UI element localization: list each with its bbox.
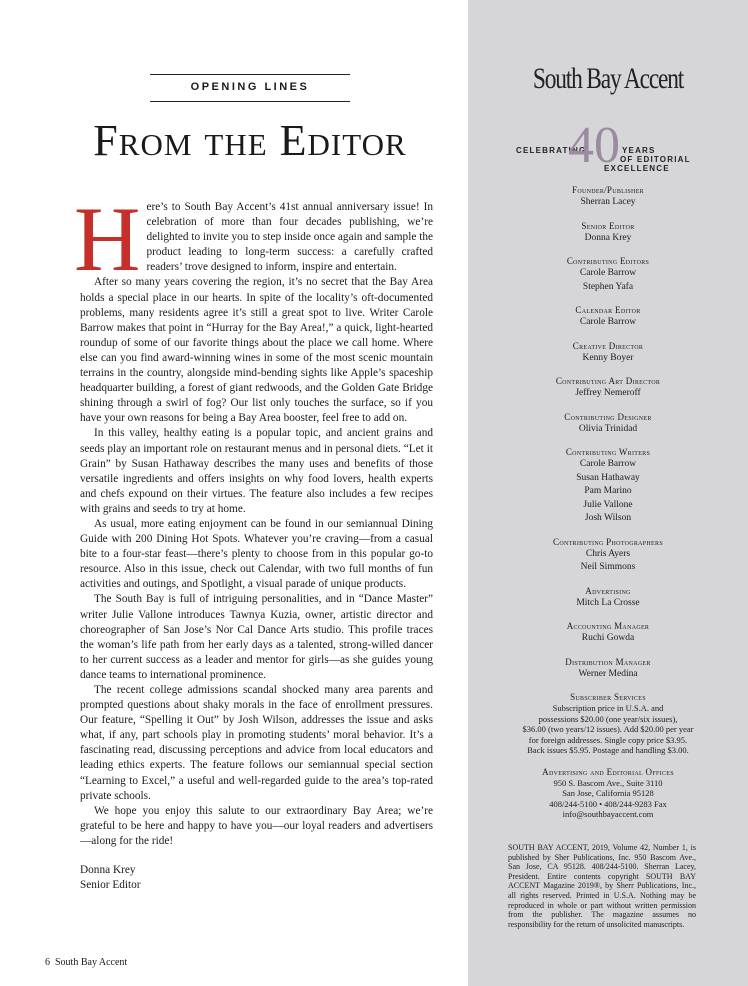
staff-group	[488, 536, 728, 575]
subscriber-services	[488, 691, 728, 756]
subscriber-line: possessions $20.00 (one year/six issues),	[538, 713, 678, 724]
dropcap: H	[74, 188, 141, 290]
staff-role: Contributing Writers	[565, 447, 651, 457]
staff-group	[488, 255, 728, 294]
offices	[488, 766, 728, 820]
staff-group	[488, 446, 728, 526]
staff-list	[488, 184, 728, 830]
paragraph-6: The recent college admissions scandal shocked many area parents and prompted questions about shaky morals in the face of enrollment pressures. Our feature, “Spelling it Out” by Josh Wilson, addresses the issue and asks what, if any, part schools play in promoting students’ moral behavior. It’s a fascinating read, discussing perceptions and advice from local educators and leading ethics experts. The feature follows our semiannual special section “Learning to Excel,” a useful and well-regarded guide to the area’s top-rated private schools.	[80, 684, 433, 802]
staff-name: Chris Ayers	[585, 548, 631, 559]
staff-name: Carole Barrow	[579, 268, 637, 278]
office-line: 408/244-5100 • 408/244-9283 Fax	[549, 798, 667, 809]
staff-role: Senior Editor	[581, 220, 635, 231]
office-line: info@southbayaccent.com	[562, 809, 654, 819]
page-number: 6	[45, 957, 50, 968]
staff-role: Calendar Editor	[575, 305, 641, 315]
offices-role: Advertising and Editorial Offices	[542, 766, 674, 777]
subscriber-line: Back issues $5.95. Postage and handling $3.00.	[527, 745, 689, 755]
staff-group	[488, 411, 728, 437]
staff-name: Carole Barrow	[579, 459, 637, 469]
staff-group	[488, 220, 728, 246]
celebrating-label: CELEBRATING	[516, 146, 587, 155]
staff-name: Werner Medina	[578, 668, 638, 679]
staff-name: Olivia Trinidad	[578, 423, 638, 434]
staff-group	[488, 656, 728, 682]
staff-name: Josh Wilson	[584, 513, 632, 523]
staff-role: Distribution Manager	[565, 656, 651, 667]
paragraph-2: After so many years covering the region, it’s no secret that the Bay Area holds a special place in our hearts. In spite of the locality’s oft-documented problems, many residents agree it’s still a great spot to live. Writer Carole Barrow makes that point in “Hurray for the Bay Area!,” a quick, light-hearted roundup of some of our favorite things about the place we call home. Where else can you find award-winning wines in some of the most scenic mountain terrains in the country, alongside mind-bending sights like Apple’s spaceship headquarter building, a forest of giant redwoods, and the Golden Gate Bridge shining through a swirl of fog? Our list only touches the surface, so if you have your own reasons for being a Bay Area booster, feel free to add on.	[80, 276, 433, 425]
staff-name: Carole Barrow	[579, 317, 637, 327]
office-line: San Jose, California 95128	[562, 788, 654, 798]
paragraph-text: ere’s to South Bay Accent’s 41st annual anniversary issue! In celebration of more than four decades publishing, we’re delighted to invite you to step inside once again and sample the product leading to long-term success: a carefully crafted readers’ trove designed to inform, inspire and entertain.	[146, 201, 433, 274]
staff-name: Jeffrey Nemeroff	[575, 388, 641, 398]
staff-name: Mitch La Crosse	[576, 597, 640, 608]
signature	[80, 863, 433, 893]
staff-role: Creative Director	[572, 340, 644, 351]
staff-role: Founder/Publisher	[572, 185, 644, 195]
staff-role: Advertising	[585, 585, 631, 596]
subscriber-line: for foreign addresses. Single copy price $3.95.	[528, 734, 688, 745]
forty-numeral: 40	[568, 117, 620, 174]
staff-role: Accounting Manager	[566, 621, 650, 631]
years-label: YEARS	[622, 146, 656, 155]
page-footer	[45, 957, 127, 968]
staff-group	[488, 585, 728, 611]
footer-publication: South Bay Accent	[55, 957, 128, 968]
section-label: OPENING LINES	[190, 81, 310, 93]
subscriber-line: Subscription price in U.S.A. and	[552, 703, 664, 713]
staff-name: Neil Simmons	[580, 562, 636, 572]
subscriber-line: $36.00 (two years/12 issues). Add $20.00 per year	[522, 724, 694, 734]
signature-title: Senior Editor	[80, 879, 141, 892]
paragraph-3: In this valley, healthy eating is a popular topic, and ancient grains and seeds play an important role on restaurant menus and in personal diets. “Let it Grain” by Susan Hathaway describes the many uses and benefits of those versatile ingredients and offers insights on why food lovers, health experts and chefs expound on their virtues. The feature also includes a few recipes with grains and seeds to try at home.	[80, 427, 433, 515]
staff-name: Sherran Lacey	[580, 197, 636, 207]
page-title: From the Editor	[93, 116, 407, 165]
of-editorial-label: OF EDITORIAL	[620, 155, 691, 164]
bottom-rule	[150, 101, 350, 102]
staff-name: Donna Krey	[584, 232, 632, 243]
editor-letter	[74, 188, 433, 893]
paragraph-7: We hope you enjoy this salute to our extraordinary Bay Area; we’re grateful to be here and happy to have you—our loyal readers and advertisers—along for the ride!	[80, 804, 433, 847]
staff-group	[488, 620, 728, 646]
staff-role: Contributing Photographers	[553, 536, 663, 547]
anniversary-badge	[468, 117, 748, 180]
staff-name: Julie Vallone	[583, 499, 633, 510]
staff-name: Susan Hathaway	[576, 472, 640, 483]
paragraph-1	[74, 188, 433, 290]
staff-group	[488, 340, 728, 366]
paragraph-4: As usual, more eating enjoyment can be found in our semiannual Dining Guide with 200 Dining Hot Spots. Whatever you’re craving—from a casual bite to a four-star feast—there’s plenty to choose from in this popular go-to resource. Also in this issue, check out Calendar, with two full months of fun activities and outings, and Spotlight, a visual parade of unique products.	[80, 517, 433, 591]
masthead-logo: South Bay Accent	[532, 62, 684, 95]
subscriber-role: Subscriber Services	[570, 692, 646, 702]
legal-notice: SOUTH BAY ACCENT, 2019, Volume 42, Number 1, is published by Sher Publications, Inc. 950 Bascom Ave., San Jose, CA 95128. 408/244-5100. Sherran Lacey, President. Entire contents copyright SOUTH BAY ACCENT Magazine 2019®, by Sherr Publications, Inc., all rights reserved. Printed in U.S.A. Nothing may be reproduced in whole or part without written permission from the publisher. The magazine assumes no responsibility for the return of unsolicited manuscripts.	[508, 843, 696, 929]
staff-name: Stephen Yafa	[582, 281, 634, 292]
staff-group	[488, 375, 728, 401]
staff-role: Contributing Designer	[564, 411, 652, 422]
top-rule	[150, 74, 350, 75]
staff-name: Kenny Boyer	[582, 352, 634, 363]
office-line: 950 S. Bascom Ave., Suite 3110	[553, 777, 663, 788]
staff-name: Ruchi Gowda	[581, 633, 635, 643]
staff-role: Contributing Editors	[566, 256, 650, 266]
staff-group	[488, 304, 728, 330]
staff-name: Pam Marino	[584, 486, 632, 496]
staff-group	[488, 184, 728, 210]
signature-name: Donna Krey	[80, 864, 136, 877]
paragraph-5: The South Bay is full of intriguing personalities, and in “Dance Master” writer Julie Vallone introduces Tawnya Kuzia, owner, artistic director and choreographer of San Jose’s Nor Cal Dance Arts studio. This profile traces the woman’s life path from her early days as a talented, strong-willed dancer to her current success as a leader and mentor for girls—as she guides young dance teams to international prominence.	[80, 593, 433, 681]
staff-role: Contributing Art Director	[555, 376, 661, 386]
excellence-label: EXCELLENCE	[604, 164, 670, 173]
